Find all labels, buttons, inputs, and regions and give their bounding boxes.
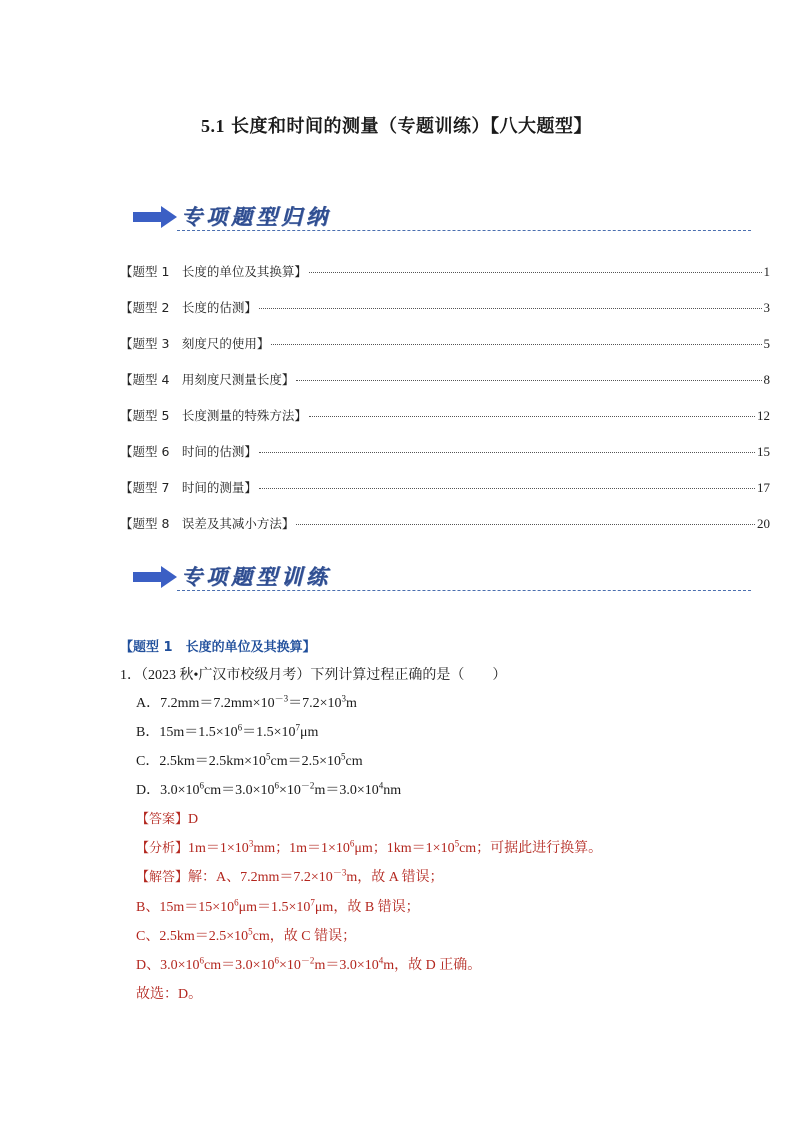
toc-item-page: 15 xyxy=(757,444,770,459)
toc-item-label: 【题型 5 长度测量的特殊方法】 xyxy=(120,408,307,423)
toc-item-page: 12 xyxy=(757,408,770,423)
toc-leader-dots xyxy=(309,416,755,417)
toc-leader-dots xyxy=(259,452,755,453)
toc-leader-dots xyxy=(309,272,762,273)
section-heading-label: 专项题型训练 xyxy=(181,564,331,589)
toc-item[interactable] xyxy=(120,406,770,424)
solution-line-4: D、$3.0\times 10^6cm=3.0\times 10^6\times 10^{-2}m=3.0\times 10^4m$，故 D 正确。 xyxy=(136,955,482,973)
option-c: C．$2.5km=2.5km\times 10^5cm=2.5\times 10^5cm$ xyxy=(136,751,363,769)
toc-leader-dots xyxy=(271,344,761,345)
section-heading-toc xyxy=(133,200,751,236)
toc-item-page: 8 xyxy=(763,372,770,387)
answer-line xyxy=(136,808,198,828)
toc-item-page: 17 xyxy=(757,480,770,495)
arrow-right-icon xyxy=(133,206,177,228)
toc-item-label: 【题型 7 时间的测量】 xyxy=(120,480,257,495)
question-stem: 1．（2023 秋•广汉市校级月考）下列计算过程正确的是（ ） xyxy=(120,668,507,683)
toc-item-page: 3 xyxy=(763,300,770,315)
solution-line-2: B、$15m=15\times 10^6\mu m=1.5\times 10^7\mu m$，故 B 错误； xyxy=(136,897,420,915)
toc-item-page: 1 xyxy=(763,264,770,279)
toc-item-label: 【题型 6 时间的估测】 xyxy=(120,444,257,459)
analysis-line: 【分析】$1m=1\times 10^3mm$；$1m=1\times 10^6\mu m$；$1km=1\times 10^5cm$；可据此进行换算。 xyxy=(136,838,603,856)
option-d: D．$3.0\times 10^6cm=3.0\times 10^6\times 10^{-2}m=3.0\times 10^4nm$ xyxy=(136,780,402,798)
toc-leader-dots xyxy=(296,380,761,381)
page-title xyxy=(0,112,793,138)
analysis-label: 【分析】 xyxy=(136,841,189,856)
option-b: B．$15m=1.5\times 10^6=1.5\times 10^7\mu m$ xyxy=(136,722,319,740)
option-a: A．$7.2mm=7.2mm\times 10^{-3}=7.2\times 10^3m$ xyxy=(136,693,357,711)
section-divider xyxy=(177,230,751,231)
solution-line-1: 【解答】解：A、$7.2mm=7.2\times 10^{-3}m$，故 A 错误； xyxy=(136,867,444,885)
conclusion-line: 故选：D。 xyxy=(136,987,203,1002)
solution-line-3: C、$2.5km=2.5\times 10^5cm$，故 C 错误； xyxy=(136,926,357,944)
answer-value: D xyxy=(188,812,199,827)
section-heading-label: 专项题型归纳 xyxy=(181,204,331,229)
answer-label: 【答案】 xyxy=(136,812,189,827)
solution-label: 【解答】 xyxy=(136,870,189,885)
toc-leader-dots xyxy=(259,488,755,489)
toc-item-page: 20 xyxy=(757,516,770,531)
toc-item-label: 【题型 3 刻度尺的使用】 xyxy=(120,336,270,351)
toc-item[interactable] xyxy=(120,334,770,352)
toc-item-label: 【题型 1 长度的单位及其换算】 xyxy=(120,264,307,279)
toc-item[interactable] xyxy=(120,514,770,532)
toc-item-label: 【题型 2 长度的估测】 xyxy=(120,300,257,315)
toc-item-page: 5 xyxy=(763,336,770,351)
toc-item[interactable] xyxy=(120,262,770,280)
toc-item[interactable] xyxy=(120,298,770,316)
title-text: 长度和时间的测量（专题训练）【八大题型】 xyxy=(231,116,592,137)
section-heading-training xyxy=(133,560,751,596)
toc-item-label: 【题型 8 误差及其减小方法】 xyxy=(120,516,295,531)
toc-leader-dots xyxy=(296,524,755,525)
section-divider xyxy=(177,590,751,591)
toc-item[interactable] xyxy=(120,478,770,496)
toc-item[interactable] xyxy=(120,442,770,460)
toc-item-label: 【题型 4 用刻度尺测量长度】 xyxy=(120,372,295,387)
toc-leader-dots xyxy=(259,308,762,309)
title-number: 5.1 xyxy=(201,116,225,136)
toc-item[interactable] xyxy=(120,370,770,388)
question-section-title: 【题型 1 长度的单位及其换算】 xyxy=(120,640,316,655)
arrow-right-icon xyxy=(133,566,177,588)
